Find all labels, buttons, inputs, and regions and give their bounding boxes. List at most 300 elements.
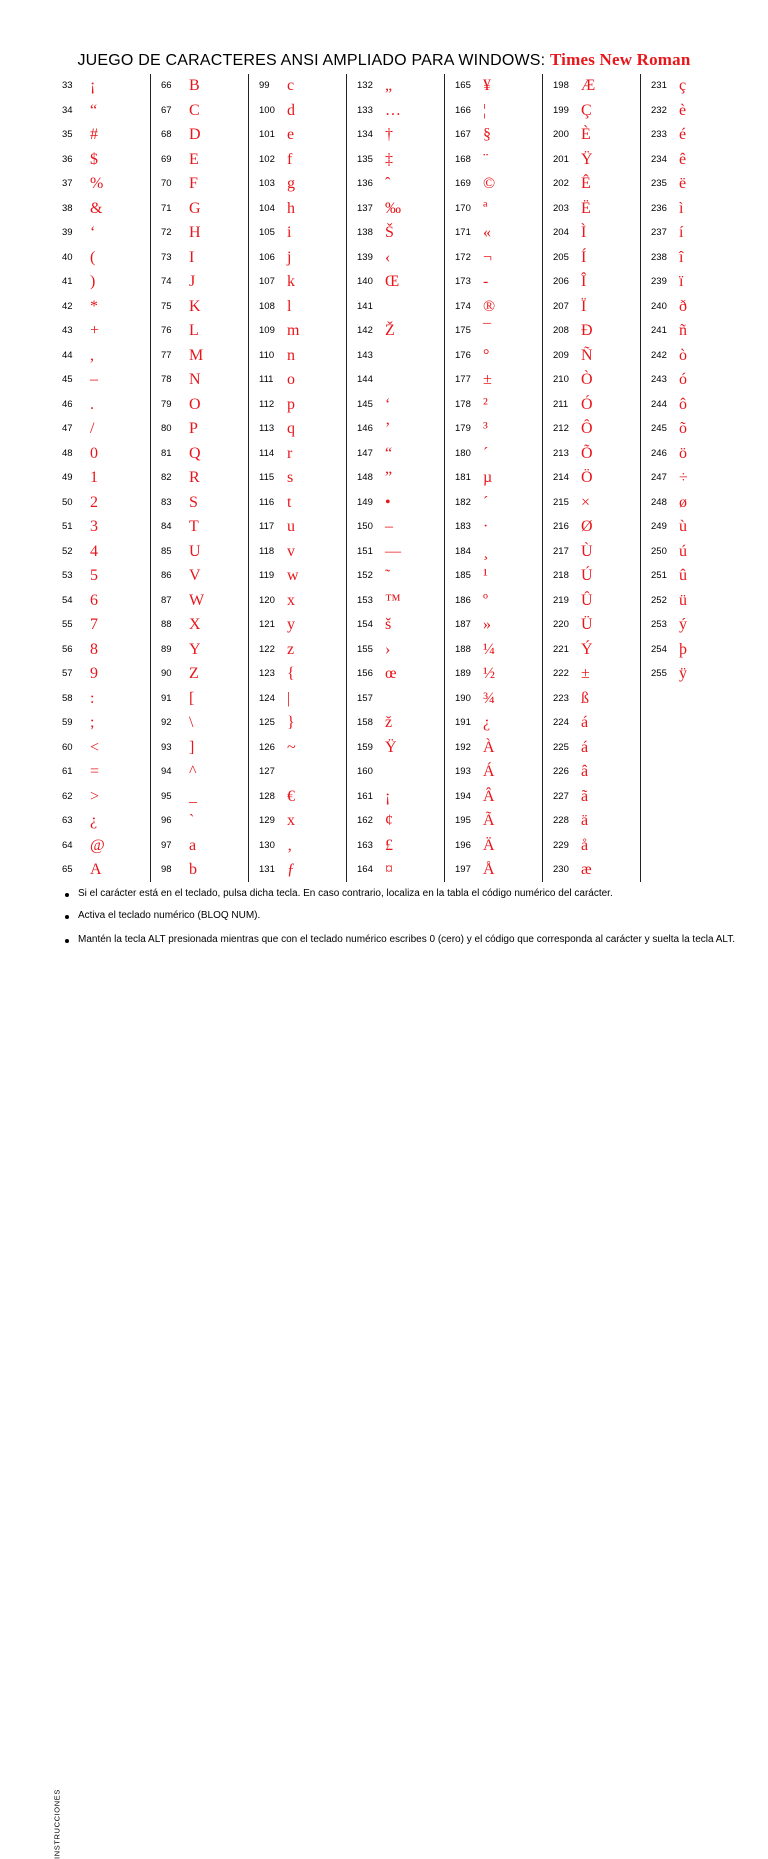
char-row bbox=[347, 221, 445, 245]
char-row bbox=[151, 589, 249, 613]
char-row bbox=[52, 589, 150, 613]
char-glyph: 3 bbox=[90, 518, 98, 535]
char-code: 114 bbox=[259, 447, 275, 459]
instructions-section bbox=[0, 882, 768, 1859]
char-code: 70 bbox=[161, 178, 172, 189]
char-code: 95 bbox=[161, 790, 172, 802]
char-code: 98 bbox=[161, 864, 172, 875]
char-row bbox=[445, 442, 543, 466]
char-glyph: Í bbox=[581, 248, 587, 266]
char-glyph: ¬ bbox=[483, 248, 493, 266]
char-code: 207 bbox=[553, 300, 569, 312]
instruction-text: Si el carácter está en el teclado, pulsa dicha tecla. En caso contrario, localiza en la tabla el código numérico del carácter. bbox=[78, 888, 613, 899]
char-row bbox=[641, 417, 739, 441]
char-code: 74 bbox=[161, 276, 172, 287]
char-glyph: « bbox=[483, 224, 491, 241]
char-row bbox=[445, 246, 543, 270]
char-glyph: J bbox=[189, 273, 196, 290]
char-glyph: õ bbox=[679, 420, 687, 437]
char-code: 185 bbox=[455, 570, 471, 581]
char-code: 38 bbox=[62, 202, 73, 214]
char-row bbox=[151, 662, 249, 686]
char-glyph: . bbox=[90, 395, 94, 413]
char-row bbox=[445, 466, 543, 490]
char-glyph: ã bbox=[581, 787, 589, 805]
char-row bbox=[543, 99, 641, 123]
char-glyph: ß bbox=[581, 689, 589, 707]
char-row bbox=[249, 834, 347, 858]
char-code: 102 bbox=[259, 153, 275, 165]
char-row bbox=[347, 589, 445, 613]
char-row bbox=[151, 393, 249, 417]
char-glyph: Ý bbox=[581, 640, 593, 658]
char-row bbox=[445, 295, 543, 319]
char-code: 87 bbox=[161, 594, 172, 606]
char-row bbox=[52, 662, 150, 686]
char-code: 204 bbox=[553, 227, 569, 238]
char-row bbox=[52, 785, 150, 809]
char-code: 167 bbox=[455, 129, 471, 140]
char-glyph: € bbox=[287, 787, 295, 805]
char-glyph: ˜ bbox=[385, 567, 391, 584]
char-row bbox=[52, 711, 150, 735]
char-glyph: Î bbox=[581, 273, 587, 290]
char-row bbox=[151, 74, 249, 98]
char-code: 112 bbox=[259, 398, 275, 410]
char-code: 195 bbox=[455, 815, 471, 826]
char-row bbox=[249, 344, 347, 368]
char-row bbox=[445, 687, 543, 711]
char-row bbox=[249, 760, 347, 784]
char-glyph: „ bbox=[385, 77, 393, 94]
char-row bbox=[249, 99, 347, 123]
char-code: 212 bbox=[553, 423, 569, 434]
char-code: 173 bbox=[455, 276, 471, 287]
char-code: 117 bbox=[259, 521, 275, 532]
char-code: 237 bbox=[651, 227, 667, 238]
char-row bbox=[347, 246, 445, 270]
char-row bbox=[249, 74, 347, 98]
char-row bbox=[641, 491, 739, 515]
char-glyph: ¼ bbox=[483, 640, 495, 658]
char-glyph: Đ bbox=[581, 322, 593, 339]
char-glyph: s bbox=[287, 469, 294, 486]
char-row bbox=[52, 221, 150, 245]
char-code: 176 bbox=[455, 349, 471, 361]
char-row bbox=[543, 221, 641, 245]
char-row bbox=[151, 515, 249, 539]
char-glyph: ¤ bbox=[385, 861, 393, 878]
char-row bbox=[543, 417, 641, 441]
char-code: 153 bbox=[357, 594, 373, 606]
char-glyph: ž bbox=[385, 714, 393, 731]
char-code: 108 bbox=[259, 300, 275, 312]
char-code: 59 bbox=[62, 717, 73, 728]
char-row bbox=[543, 368, 641, 392]
char-code: 37 bbox=[62, 178, 73, 189]
char-glyph: F bbox=[189, 175, 198, 192]
char-glyph: ¡ bbox=[385, 787, 391, 805]
char-code: 178 bbox=[455, 398, 471, 410]
char-row bbox=[52, 368, 150, 392]
char-code: 123 bbox=[259, 668, 275, 679]
instruction-item bbox=[78, 934, 738, 946]
char-code: 197 bbox=[455, 864, 471, 875]
char-row bbox=[52, 687, 150, 711]
char-glyph: p bbox=[287, 395, 295, 413]
char-code: 253 bbox=[651, 619, 667, 630]
char-code: 134 bbox=[357, 129, 373, 140]
char-code: 143 bbox=[357, 349, 373, 361]
char-glyph: I bbox=[189, 248, 195, 266]
char-code: 171 bbox=[455, 227, 471, 238]
char-row bbox=[347, 564, 445, 588]
char-code: 225 bbox=[553, 741, 569, 753]
char-row bbox=[249, 270, 347, 294]
char-row bbox=[641, 589, 739, 613]
char-glyph: Ç bbox=[581, 101, 592, 119]
char-code: 75 bbox=[161, 300, 172, 312]
char-row bbox=[347, 540, 445, 564]
char-code: 43 bbox=[62, 325, 73, 336]
char-glyph: = bbox=[90, 763, 100, 780]
char-row bbox=[151, 564, 249, 588]
char-row bbox=[543, 466, 641, 490]
char-glyph: U bbox=[189, 542, 201, 560]
char-code: 158 bbox=[357, 717, 373, 728]
char-row bbox=[445, 221, 543, 245]
char-row bbox=[641, 246, 739, 270]
char-glyph: › bbox=[385, 640, 391, 658]
char-glyph: # bbox=[90, 126, 98, 143]
char-code: 148 bbox=[357, 472, 373, 483]
char-row bbox=[445, 344, 543, 368]
char-row bbox=[347, 74, 445, 98]
char-code: 136 bbox=[357, 178, 373, 189]
char-row bbox=[445, 613, 543, 637]
char-code: 220 bbox=[553, 619, 569, 630]
char-glyph: / bbox=[90, 420, 95, 437]
char-glyph: ‰ bbox=[385, 199, 401, 217]
char-glyph: “ bbox=[90, 101, 98, 119]
char-row bbox=[151, 540, 249, 564]
char-glyph: ¡ bbox=[90, 77, 96, 94]
char-code: 236 bbox=[651, 202, 667, 214]
char-glyph: ¨ bbox=[483, 150, 489, 168]
char-row bbox=[641, 662, 739, 686]
char-code: 189 bbox=[455, 668, 471, 679]
char-glyph: ± bbox=[581, 665, 590, 682]
char-glyph: Â bbox=[483, 787, 495, 805]
char-row bbox=[249, 589, 347, 613]
char-row bbox=[445, 540, 543, 564]
char-row bbox=[151, 613, 249, 637]
char-glyph: c bbox=[287, 77, 295, 94]
char-glyph: Ê bbox=[581, 175, 591, 192]
char-code: 127 bbox=[259, 766, 275, 777]
char-glyph: á bbox=[581, 738, 589, 756]
char-glyph: È bbox=[581, 126, 591, 143]
char-code: 96 bbox=[161, 815, 172, 826]
char-glyph: j bbox=[287, 248, 292, 266]
char-glyph: K bbox=[189, 297, 201, 315]
char-code: 186 bbox=[455, 594, 471, 606]
char-glyph: ù bbox=[679, 518, 687, 535]
char-glyph: – bbox=[90, 371, 98, 388]
char-glyph: Ü bbox=[581, 616, 593, 633]
char-row bbox=[151, 368, 249, 392]
char-glyph: x bbox=[287, 591, 295, 609]
char-code: 90 bbox=[161, 668, 172, 679]
char-code: 77 bbox=[161, 349, 172, 361]
char-code: 35 bbox=[62, 129, 73, 140]
char-code: 34 bbox=[62, 104, 73, 116]
char-row bbox=[543, 123, 641, 147]
char-row bbox=[445, 564, 543, 588]
char-row bbox=[347, 638, 445, 662]
char-row bbox=[249, 417, 347, 441]
char-row bbox=[445, 736, 543, 760]
char-code: 64 bbox=[62, 839, 73, 851]
char-glyph: ® bbox=[483, 297, 496, 315]
char-code: 226 bbox=[553, 766, 569, 777]
char-glyph: * bbox=[90, 297, 98, 315]
char-glyph: … bbox=[385, 101, 401, 119]
char-row bbox=[641, 319, 739, 343]
char-row bbox=[641, 295, 739, 319]
char-row bbox=[641, 344, 739, 368]
char-code: 145 bbox=[357, 398, 373, 410]
char-row bbox=[543, 270, 641, 294]
char-glyph: | bbox=[287, 689, 291, 707]
char-code: 105 bbox=[259, 227, 275, 238]
char-row bbox=[641, 172, 739, 196]
char-code: 179 bbox=[455, 423, 471, 434]
char-code: 177 bbox=[455, 374, 471, 385]
char-code: 141 bbox=[357, 300, 373, 312]
char-code: 68 bbox=[161, 129, 172, 140]
char-code: 192 bbox=[455, 741, 471, 753]
char-row bbox=[249, 736, 347, 760]
char-row bbox=[543, 491, 641, 515]
char-glyph: _ bbox=[189, 787, 197, 805]
char-row bbox=[347, 99, 445, 123]
char-glyph: Q bbox=[189, 444, 201, 462]
char-code: 191 bbox=[455, 717, 471, 728]
char-glyph: ÷ bbox=[679, 469, 688, 486]
char-row bbox=[249, 858, 347, 882]
char-glyph: > bbox=[90, 787, 100, 805]
char-code: 50 bbox=[62, 496, 73, 508]
char-code: 254 bbox=[651, 643, 667, 655]
char-row bbox=[151, 760, 249, 784]
char-row bbox=[445, 270, 543, 294]
table-column bbox=[52, 74, 150, 882]
char-row bbox=[445, 148, 543, 172]
char-glyph: ’ bbox=[385, 420, 391, 437]
char-glyph: º bbox=[483, 591, 488, 609]
char-row bbox=[249, 172, 347, 196]
char-glyph: ) bbox=[90, 273, 96, 290]
char-glyph: ö bbox=[679, 444, 687, 462]
char-code: 73 bbox=[161, 251, 172, 263]
char-row bbox=[52, 393, 150, 417]
char-row bbox=[151, 221, 249, 245]
char-code: 163 bbox=[357, 839, 373, 851]
char-glyph: Ô bbox=[581, 420, 593, 437]
char-glyph: Š bbox=[385, 224, 394, 241]
char-code: 188 bbox=[455, 643, 471, 655]
char-code: 125 bbox=[259, 717, 275, 728]
char-code: 215 bbox=[553, 496, 569, 508]
char-row bbox=[52, 564, 150, 588]
char-glyph: þ bbox=[679, 640, 687, 658]
char-row bbox=[543, 785, 641, 809]
char-row bbox=[543, 564, 641, 588]
char-row bbox=[641, 393, 739, 417]
char-code: 119 bbox=[259, 570, 275, 581]
char-glyph: ø bbox=[679, 493, 687, 511]
char-row bbox=[52, 319, 150, 343]
char-glyph: r bbox=[287, 444, 293, 462]
char-row bbox=[347, 662, 445, 686]
char-code: 140 bbox=[357, 276, 373, 287]
char-code: 206 bbox=[553, 276, 569, 287]
char-glyph: } bbox=[287, 714, 295, 731]
char-glyph: © bbox=[483, 175, 496, 192]
char-code: 45 bbox=[62, 374, 73, 385]
char-glyph: é bbox=[679, 126, 687, 143]
char-glyph: ^ bbox=[189, 763, 197, 780]
char-code: 107 bbox=[259, 276, 275, 287]
char-row bbox=[641, 99, 739, 123]
char-row bbox=[543, 662, 641, 686]
char-row bbox=[52, 834, 150, 858]
char-code: 146 bbox=[357, 423, 373, 434]
char-code: 147 bbox=[357, 447, 373, 459]
char-row bbox=[249, 662, 347, 686]
char-code: 124 bbox=[259, 692, 275, 704]
char-glyph: y bbox=[287, 616, 295, 633]
char-code: 103 bbox=[259, 178, 275, 189]
char-row bbox=[151, 148, 249, 172]
char-glyph: ¯ bbox=[483, 322, 491, 339]
char-code: 89 bbox=[161, 643, 172, 655]
font-name: Times New Roman bbox=[549, 50, 691, 69]
char-row bbox=[445, 123, 543, 147]
char-row bbox=[347, 393, 445, 417]
char-glyph: 7 bbox=[90, 616, 98, 633]
char-glyph: Ì bbox=[581, 224, 587, 241]
char-code: 155 bbox=[357, 643, 373, 655]
char-code: 227 bbox=[553, 790, 569, 802]
char-row bbox=[543, 540, 641, 564]
char-glyph: ï bbox=[679, 273, 684, 290]
title-text: JUEGO DE CARACTERES ANSI AMPLIADO PARA WINDOWS: bbox=[77, 52, 550, 69]
char-code: 40 bbox=[62, 251, 73, 263]
char-glyph: ƒ bbox=[287, 861, 295, 878]
char-row bbox=[52, 858, 150, 882]
char-code: 97 bbox=[161, 839, 172, 851]
char-glyph: ë bbox=[679, 175, 687, 192]
char-glyph: · bbox=[483, 518, 489, 535]
char-glyph: ð bbox=[679, 297, 687, 315]
char-row bbox=[249, 319, 347, 343]
char-row bbox=[543, 172, 641, 196]
char-code: 222 bbox=[553, 668, 569, 679]
char-row bbox=[445, 834, 543, 858]
char-code: 156 bbox=[357, 668, 373, 679]
char-row bbox=[445, 74, 543, 98]
char-row bbox=[543, 246, 641, 270]
char-code: 93 bbox=[161, 741, 172, 753]
char-row bbox=[347, 270, 445, 294]
char-glyph: Œ bbox=[385, 273, 400, 290]
char-glyph: ñ bbox=[679, 322, 687, 339]
char-row bbox=[445, 760, 543, 784]
char-row bbox=[52, 540, 150, 564]
char-code: 132 bbox=[357, 80, 373, 91]
char-row bbox=[249, 123, 347, 147]
char-code: 42 bbox=[62, 300, 73, 312]
char-row bbox=[543, 834, 641, 858]
char-glyph: Æ bbox=[581, 77, 596, 94]
char-glyph: ý bbox=[679, 616, 687, 633]
char-row bbox=[445, 785, 543, 809]
char-code: 57 bbox=[62, 668, 73, 679]
char-row bbox=[445, 417, 543, 441]
char-glyph: » bbox=[483, 616, 491, 633]
char-code: 239 bbox=[651, 276, 667, 287]
char-row bbox=[347, 711, 445, 735]
char-glyph: ‘ bbox=[385, 395, 391, 413]
char-row bbox=[445, 809, 543, 833]
char-code: 142 bbox=[357, 325, 373, 336]
char-code: 53 bbox=[62, 570, 73, 581]
char-code: 122 bbox=[259, 643, 275, 655]
char-code: 172 bbox=[455, 251, 471, 263]
char-code: 46 bbox=[62, 398, 73, 410]
char-code: 104 bbox=[259, 202, 275, 214]
char-row bbox=[249, 809, 347, 833]
char-row bbox=[151, 809, 249, 833]
char-row bbox=[543, 687, 641, 711]
char-code: 62 bbox=[62, 790, 73, 802]
instructions-label: INSTRUCCIONES bbox=[52, 1789, 62, 1859]
char-glyph: T bbox=[189, 518, 199, 535]
char-code: 234 bbox=[651, 153, 667, 165]
char-code: 91 bbox=[161, 692, 172, 704]
char-glyph: ` bbox=[189, 812, 195, 829]
char-code: 217 bbox=[553, 545, 569, 557]
char-code: 162 bbox=[357, 815, 373, 826]
char-row bbox=[347, 466, 445, 490]
char-glyph: ¸ bbox=[483, 542, 489, 560]
char-glyph: M bbox=[189, 346, 204, 364]
char-code: 247 bbox=[651, 472, 667, 483]
char-code: 168 bbox=[455, 153, 471, 165]
char-glyph: 2 bbox=[90, 493, 98, 511]
char-code: 131 bbox=[259, 864, 275, 875]
char-glyph: µ bbox=[483, 469, 493, 486]
char-glyph: Õ bbox=[581, 444, 593, 462]
char-code: 88 bbox=[161, 619, 172, 630]
char-glyph: S bbox=[189, 493, 198, 511]
char-row bbox=[347, 613, 445, 637]
char-code: 224 bbox=[553, 717, 569, 728]
char-code: 115 bbox=[259, 472, 275, 483]
char-row bbox=[249, 687, 347, 711]
